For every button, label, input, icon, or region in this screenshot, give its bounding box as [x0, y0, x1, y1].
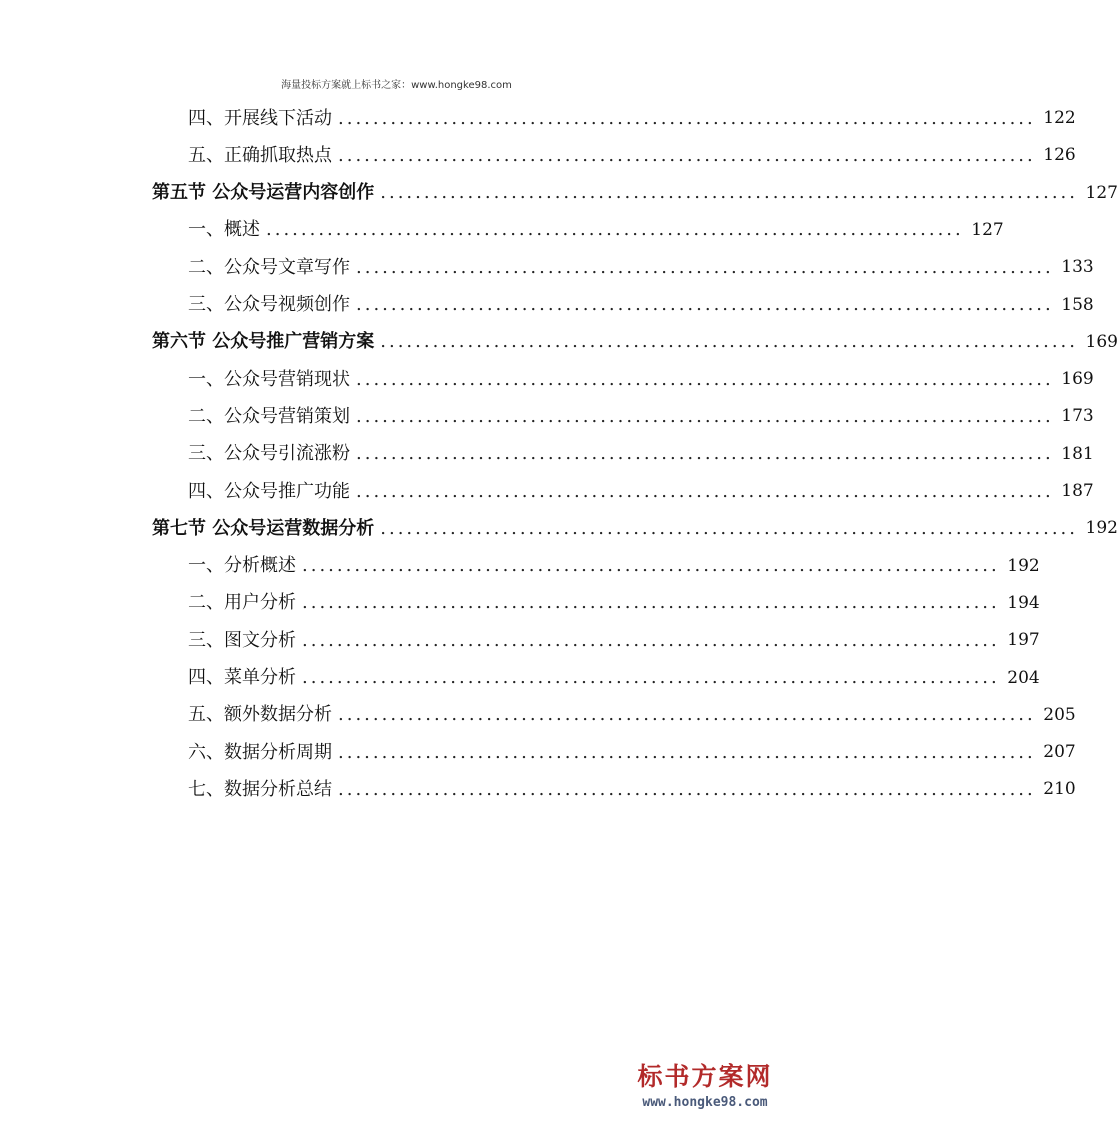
toc-leader-dots: ................................................................................: [356, 294, 1054, 315]
toc-entry[interactable]: [188, 100, 1076, 137]
toc-leader-dots: ................................................................................: [338, 778, 1036, 800]
toc-entry-page: 205: [1043, 704, 1076, 725]
toc-leader-dots: ................................................................................: [338, 741, 1036, 763]
toc-leader-dots: ................................................................................: [302, 667, 1000, 688]
toc-leader-dots: ................................................................................: [356, 368, 1054, 390]
toc-entry-title: 一、分析概述: [188, 555, 296, 577]
toc-section-entry[interactable]: [152, 510, 1118, 547]
toc-leader-dots: ................................................................................: [356, 443, 1054, 465]
toc-leader-dots: ................................................................................: [380, 517, 1078, 539]
toc-entry-title: 三、公众号视频创作: [188, 294, 350, 315]
page-header: 海量投标方案就上标书之家：www.hongke98.com: [281, 80, 512, 91]
toc-entry-title: 一、概述: [188, 219, 260, 241]
toc-entry-page: 204: [1007, 667, 1040, 688]
toc-entry[interactable]: [188, 137, 1076, 174]
toc-entry-title: 六、数据分析周期: [188, 741, 332, 763]
toc-entry-title: 一、公众号营销现状: [188, 368, 350, 390]
toc-leader-dots: ................................................................................: [302, 629, 1000, 651]
toc-leader-dots: ................................................................................: [356, 480, 1054, 502]
toc-entry-title: 四、开展线下活动: [188, 107, 332, 129]
toc-entry-page: 169: [1085, 331, 1118, 352]
toc-leader-dots: ................................................................................: [338, 704, 1036, 726]
toc-entry-page: 133: [1061, 257, 1094, 278]
toc-entry[interactable]: [188, 548, 1040, 585]
toc-entry-page: 158: [1061, 294, 1094, 315]
toc-entry-title: 第五节 公众号运营内容创作: [152, 182, 375, 204]
toc-section-entry[interactable]: [152, 175, 1118, 212]
toc-entry-page: 187: [1061, 481, 1094, 501]
toc-entry[interactable]: [188, 585, 1040, 622]
toc-entry-page: 169: [1061, 369, 1094, 390]
toc-entry[interactable]: [188, 436, 1094, 473]
toc-entry-title: 二、用户分析: [188, 592, 296, 614]
toc-entry-page: 192: [1085, 518, 1118, 539]
watermark-title: 标书方案网: [637, 1062, 773, 1091]
toc-entry-title: 四、菜单分析: [188, 667, 296, 688]
toc-entry[interactable]: [188, 398, 1094, 435]
toc-entry[interactable]: [188, 361, 1094, 398]
toc-entry[interactable]: [188, 473, 1094, 510]
toc-entry[interactable]: [188, 622, 1040, 659]
toc-leader-dots: ................................................................................: [356, 256, 1054, 278]
toc-entry[interactable]: [188, 660, 1040, 697]
toc-entry-page: 181: [1061, 443, 1094, 464]
toc-entry[interactable]: [188, 249, 1094, 286]
toc-section-entry[interactable]: [152, 324, 1118, 361]
toc-leader-dots: ................................................................................: [266, 219, 964, 241]
toc-entry-title: 二、公众号营销策划: [188, 405, 350, 427]
toc-entry[interactable]: [188, 697, 1076, 734]
toc-leader-dots: ................................................................................: [380, 182, 1078, 204]
toc-entry-title: 二、公众号文章写作: [188, 256, 350, 278]
toc-entry-page: 127: [1085, 182, 1118, 203]
toc-leader-dots: ................................................................................: [302, 592, 1000, 614]
toc-entry-title: 三、图文分析: [188, 629, 296, 651]
toc-entry-page: 126: [1043, 145, 1076, 166]
toc-entry-title: 第七节 公众号运营数据分析: [152, 517, 375, 539]
toc-entry-title: 七、数据分析总结: [188, 778, 332, 800]
toc-entry[interactable]: [188, 734, 1076, 771]
toc-entry-title: 第六节 公众号推广营销方案: [152, 331, 375, 353]
toc-leader-dots: ................................................................................: [380, 331, 1078, 353]
toc-entry-page: 127: [971, 219, 1004, 240]
toc-entry[interactable]: [188, 771, 1076, 808]
toc-entry-page: 122: [1043, 108, 1076, 128]
toc-entry-title: 五、正确抓取热点: [188, 144, 332, 166]
toc-leader-dots: ................................................................................: [302, 555, 1000, 577]
toc-leader-dots: ................................................................................: [338, 144, 1036, 166]
toc-leader-dots: ................................................................................: [338, 107, 1036, 129]
toc-entry-title: 四、公众号推广功能: [188, 480, 350, 502]
toc-entry-page: 194: [1007, 592, 1040, 613]
toc-entry-title: 五、额外数据分析: [188, 704, 332, 726]
toc-entry-page: 173: [1061, 406, 1094, 427]
toc-entry[interactable]: [188, 287, 1094, 324]
toc-entry-title: 三、公众号引流涨粉: [188, 443, 350, 465]
toc-entry-page: 192: [1007, 555, 1040, 576]
toc-entry[interactable]: [188, 212, 1004, 249]
toc-entry-page: 207: [1043, 742, 1076, 763]
toc-entry-page: 210: [1043, 779, 1076, 800]
toc-leader-dots: ................................................................................: [356, 405, 1054, 427]
site-watermark-logo: [625, 1057, 785, 1110]
toc-entry-page: 197: [1007, 630, 1040, 651]
watermark-url: www.hongke98.com: [642, 1095, 768, 1110]
